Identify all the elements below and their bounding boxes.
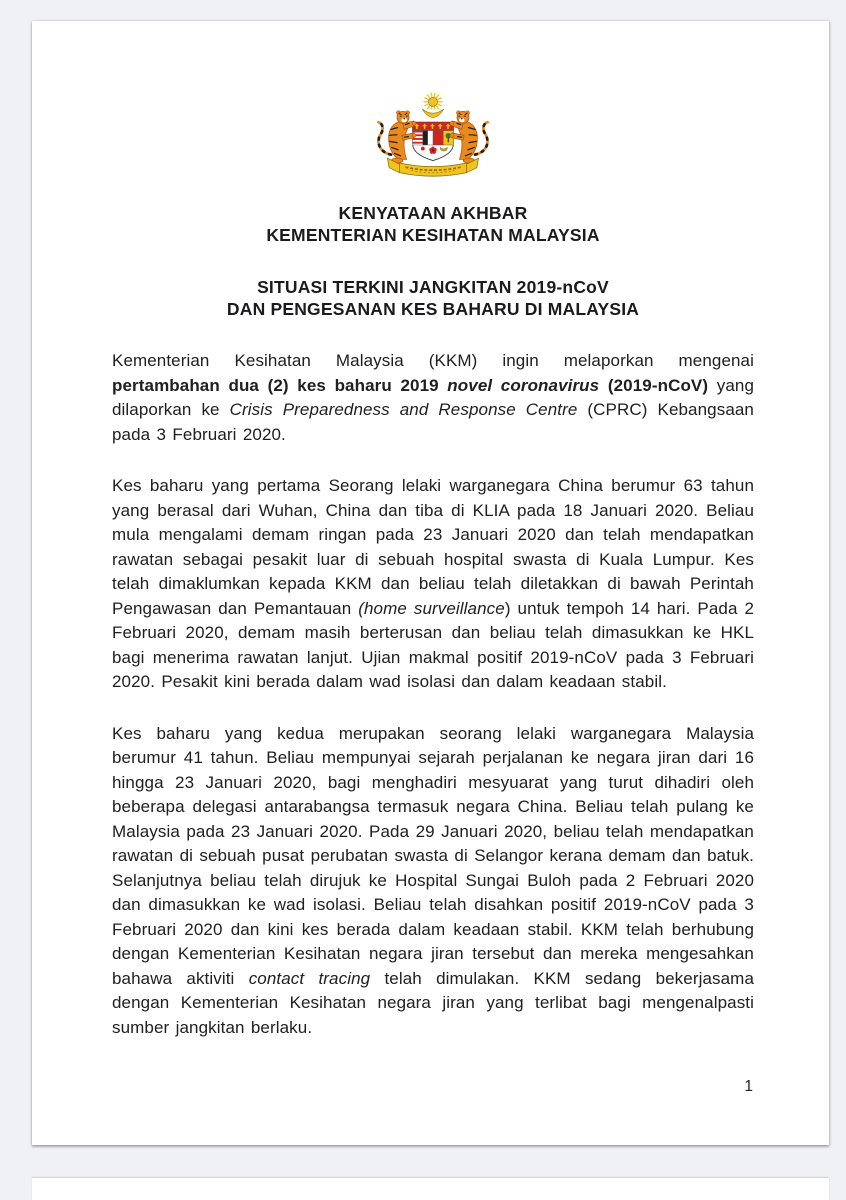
- malaysia-coat-of-arms-icon: [367, 91, 499, 187]
- letterhead-line-2: KEMENTERIAN KESIHATAN MALAYSIA: [266, 225, 600, 245]
- paragraph-intro: Kementerian Kesihatan Malaysia (KKM) ingin melaporkan mengenai pertambahan dua (2) kes baharu 2019 novel coronavirus (2019-nCoV) yang dilaporkan ke Crisis Preparedness and Response Centre (CPRC) Kebangsaan pada 3 Februari 2020.: [112, 351, 755, 444]
- document-title: [112, 276, 754, 320]
- page-number: 1: [744, 1078, 753, 1095]
- letterhead-line-1: KENYATAAN AKHBAR: [338, 203, 528, 223]
- document-body: [112, 349, 754, 1040]
- paragraph-case-2: Kes baharu yang kedua merupakan seorang lelaki warganegara Malaysia berumur 41 tahun. Beliau mempunyai sejarah perjalanan ke negara jiran dari 16 hingga 23 Januari 2020, bagi menghadiri mesyuarat yang turut dihadiri oleh beberapa delegasi antarabangsa termasuk negara China. Beliau telah pulang ke Malaysia pada 23 Januari 2020. Pada 29 Januari 2020, beliau telah mendapatkan rawatan di sebuah pusat perubatan swasta di Selangor kerana demam dan batuk. Selanjutnya beliau telah dirujuk ke Hospital Sungai Buloh pada 2 Februari 2020 dan dimasukkan ke wad isolasi. Beliau telah disahkan positif 2019-nCoV pada 3 Februari 2020 dan kini kes berada dalam keadaan stabil. KKM telah berhubung dengan Kementerian Kesihatan negara jiran tersebut dan mereka mengesahkan bahawa aktiviti contact tracing telah dimulakan. KKM sedang bekerjasama dengan Kementerian Kesihatan negara jiran yang terlibat bagi mengenalpasti sumber jangkitan berlaku.: [112, 723, 754, 1037]
- next-page-edge: [32, 1178, 829, 1200]
- page-content: [32, 91, 829, 1040]
- title-line-1: SITUASI TERKINI JANGKITAN 2019-nCoV: [257, 277, 609, 297]
- press-release-page-1: [32, 21, 829, 1145]
- letterhead: [112, 202, 754, 246]
- paragraph-case-1: Kes baharu yang pertama Seorang lelaki warganegara China berumur 63 tahun yang berasal dari Wuhan, China dan tiba di KLIA pada 18 Januari 2020. Beliau mula mengalami demam ringan pada 23 Januari 2020 dan telah mendapatkan rawatan sebagai pesakit luar di sebuah hospital swasta di Kuala Lumpur. Kes telah dimaklumkan kepada KKM dan beliau telah diletakkan di bawah Perintah Pengawasan dan Pemantauan (home surveillance) untuk tempoh 14 hari. Pada 2 Februari 2020, demam masih berterusan dan beliau telah dimasukkan ke HKL bagi menerima rawatan lanjut. Ujian makmal positif 2019-nCoV pada 3 Februari 2020. Pesakit kini berada dalam wad isolasi dan dalam keadaan stabil.: [112, 476, 754, 691]
- title-line-2: DAN PENGESANAN KES BAHARU DI MALAYSIA: [226, 299, 640, 319]
